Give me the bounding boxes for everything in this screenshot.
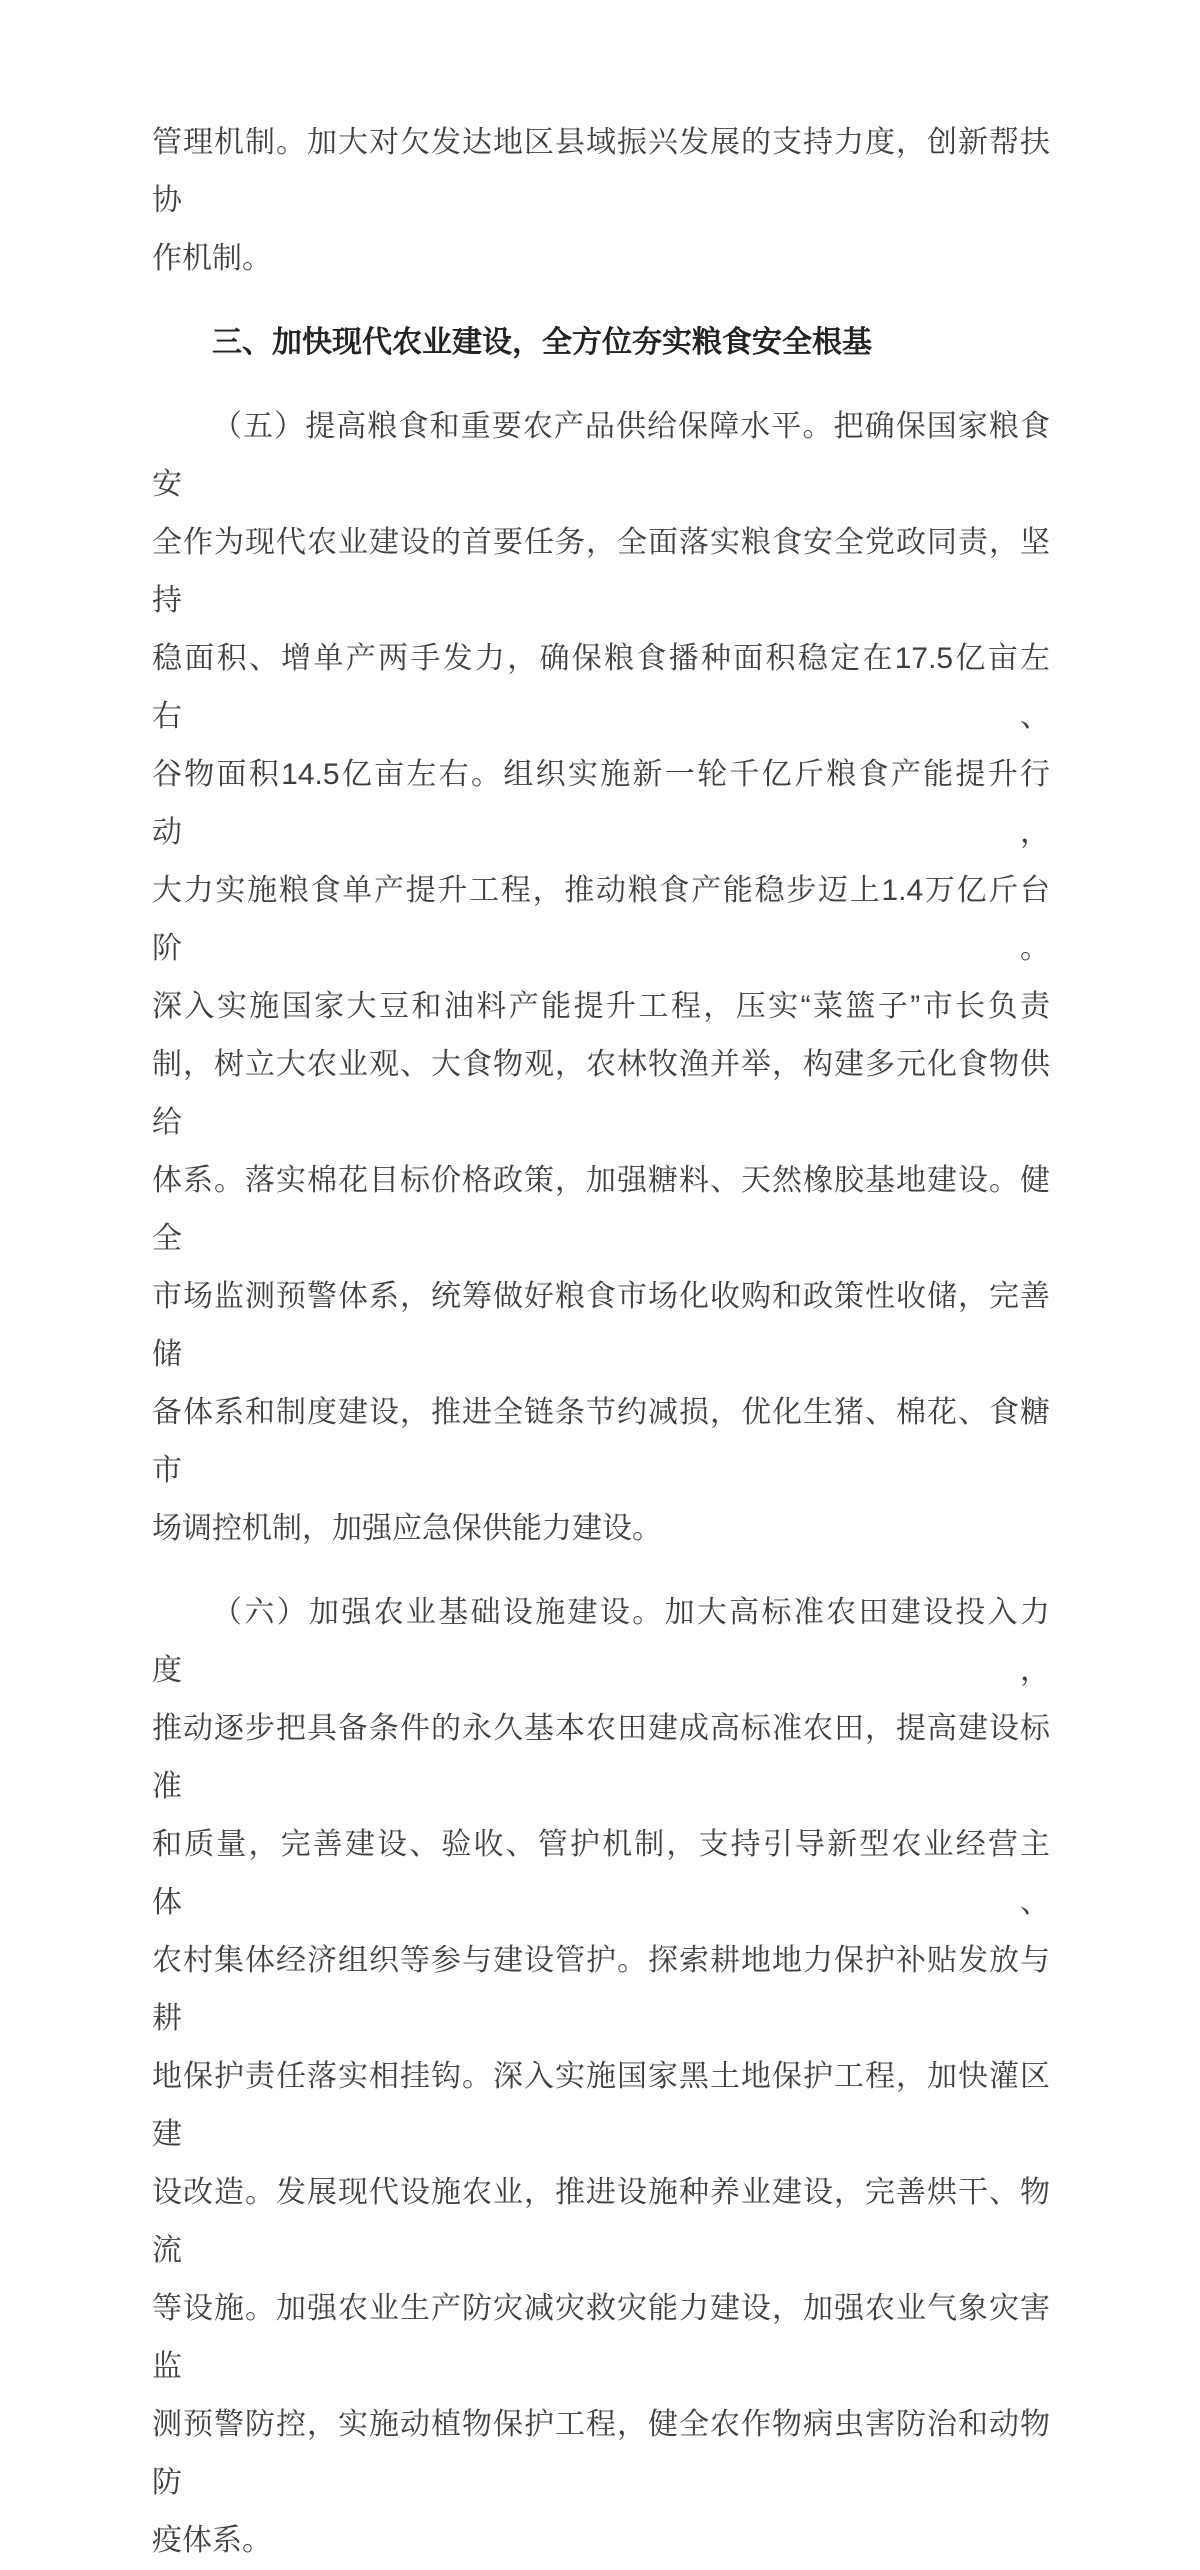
text-line: 制，树立大农业观、大食物观，农林牧渔并举，构建多元化食物供给 (152, 1048, 1050, 1139)
text-line: 地保护责任落实相挂钩。深入实施国家黑土地保护工程，加快灌区建 (152, 2060, 1050, 2151)
text-line: 推动逐步把具备条件的永久基本农田建成高标准农田，提高建设标准 (152, 1712, 1050, 1803)
text-line: （六）加强农业基础设施建设。加大高标准农田建设投入力度， (152, 1596, 1050, 1687)
paragraph-item-5 (152, 398, 1050, 1558)
text-line: 等设施。加强农业生产防灾减灾救灾能力建设，加强农业气象灾害监 (152, 2292, 1050, 2383)
text-line: 市场监测预警体系，统筹做好粮食市场化收购和政策性收储，完善储 (152, 1280, 1050, 1371)
text-line: 场调控机制，加强应急保供能力建设。 (152, 1512, 662, 1545)
text-line: 设改造。发展现代设施农业，推进设施种养业建设，完善烘干、物流 (152, 2176, 1050, 2267)
document-page (152, 114, 1050, 2570)
text-line: 和质量，完善建设、验收、管护机制，支持引导新型农业经营主体、 (152, 1828, 1050, 1919)
text-line: 深入实施国家大豆和油料产能提升工程，压实“菜篮子”市长负责 (152, 990, 1050, 1023)
paragraph-continuation (152, 114, 1050, 288)
text-line: 备体系和制度建设，推进全链条节约减损，优化生猪、棉花、食糖市 (152, 1396, 1050, 1487)
text-line: 作机制。 (152, 242, 272, 275)
text-line: 疫体系。 (152, 2524, 272, 2557)
text-line: 全作为现代农业建设的首要任务，全面落实粮食安全党政同责，坚持 (152, 526, 1050, 617)
section-heading: 三、加快现代农业建设，全方位夯实粮食安全根基 (212, 326, 872, 359)
text-line: 管理机制。加大对欠发达地区县域振兴发展的支持力度，创新帮扶协 (152, 126, 1050, 217)
paragraph-item-6 (152, 1584, 1050, 2570)
text-line: 谷物面积14.5亿亩左右。组织实施新一轮千亿斤粮食产能提升行动， (152, 758, 1050, 849)
text-line: 稳面积、增单产两手发力，确保粮食播种面积稳定在17.5亿亩左右、 (152, 642, 1050, 733)
text-line: 农村集体经济组织等参与建设管护。探索耕地地力保护补贴发放与耕 (152, 1944, 1050, 2035)
text-line: （五）提高粮食和重要农产品供给保障水平。把确保国家粮食安 (152, 410, 1050, 501)
text-line: 体系。落实棉花目标价格政策，加强糖料、天然橡胶基地建设。健全 (152, 1164, 1050, 1255)
text-line: 测预警防控，实施动植物保护工程，健全农作物病虫害防治和动物防 (152, 2408, 1050, 2499)
text-line: 大力实施粮食单产提升工程，推动粮食产能稳步迈上1.4万亿斤台阶。 (152, 874, 1050, 965)
